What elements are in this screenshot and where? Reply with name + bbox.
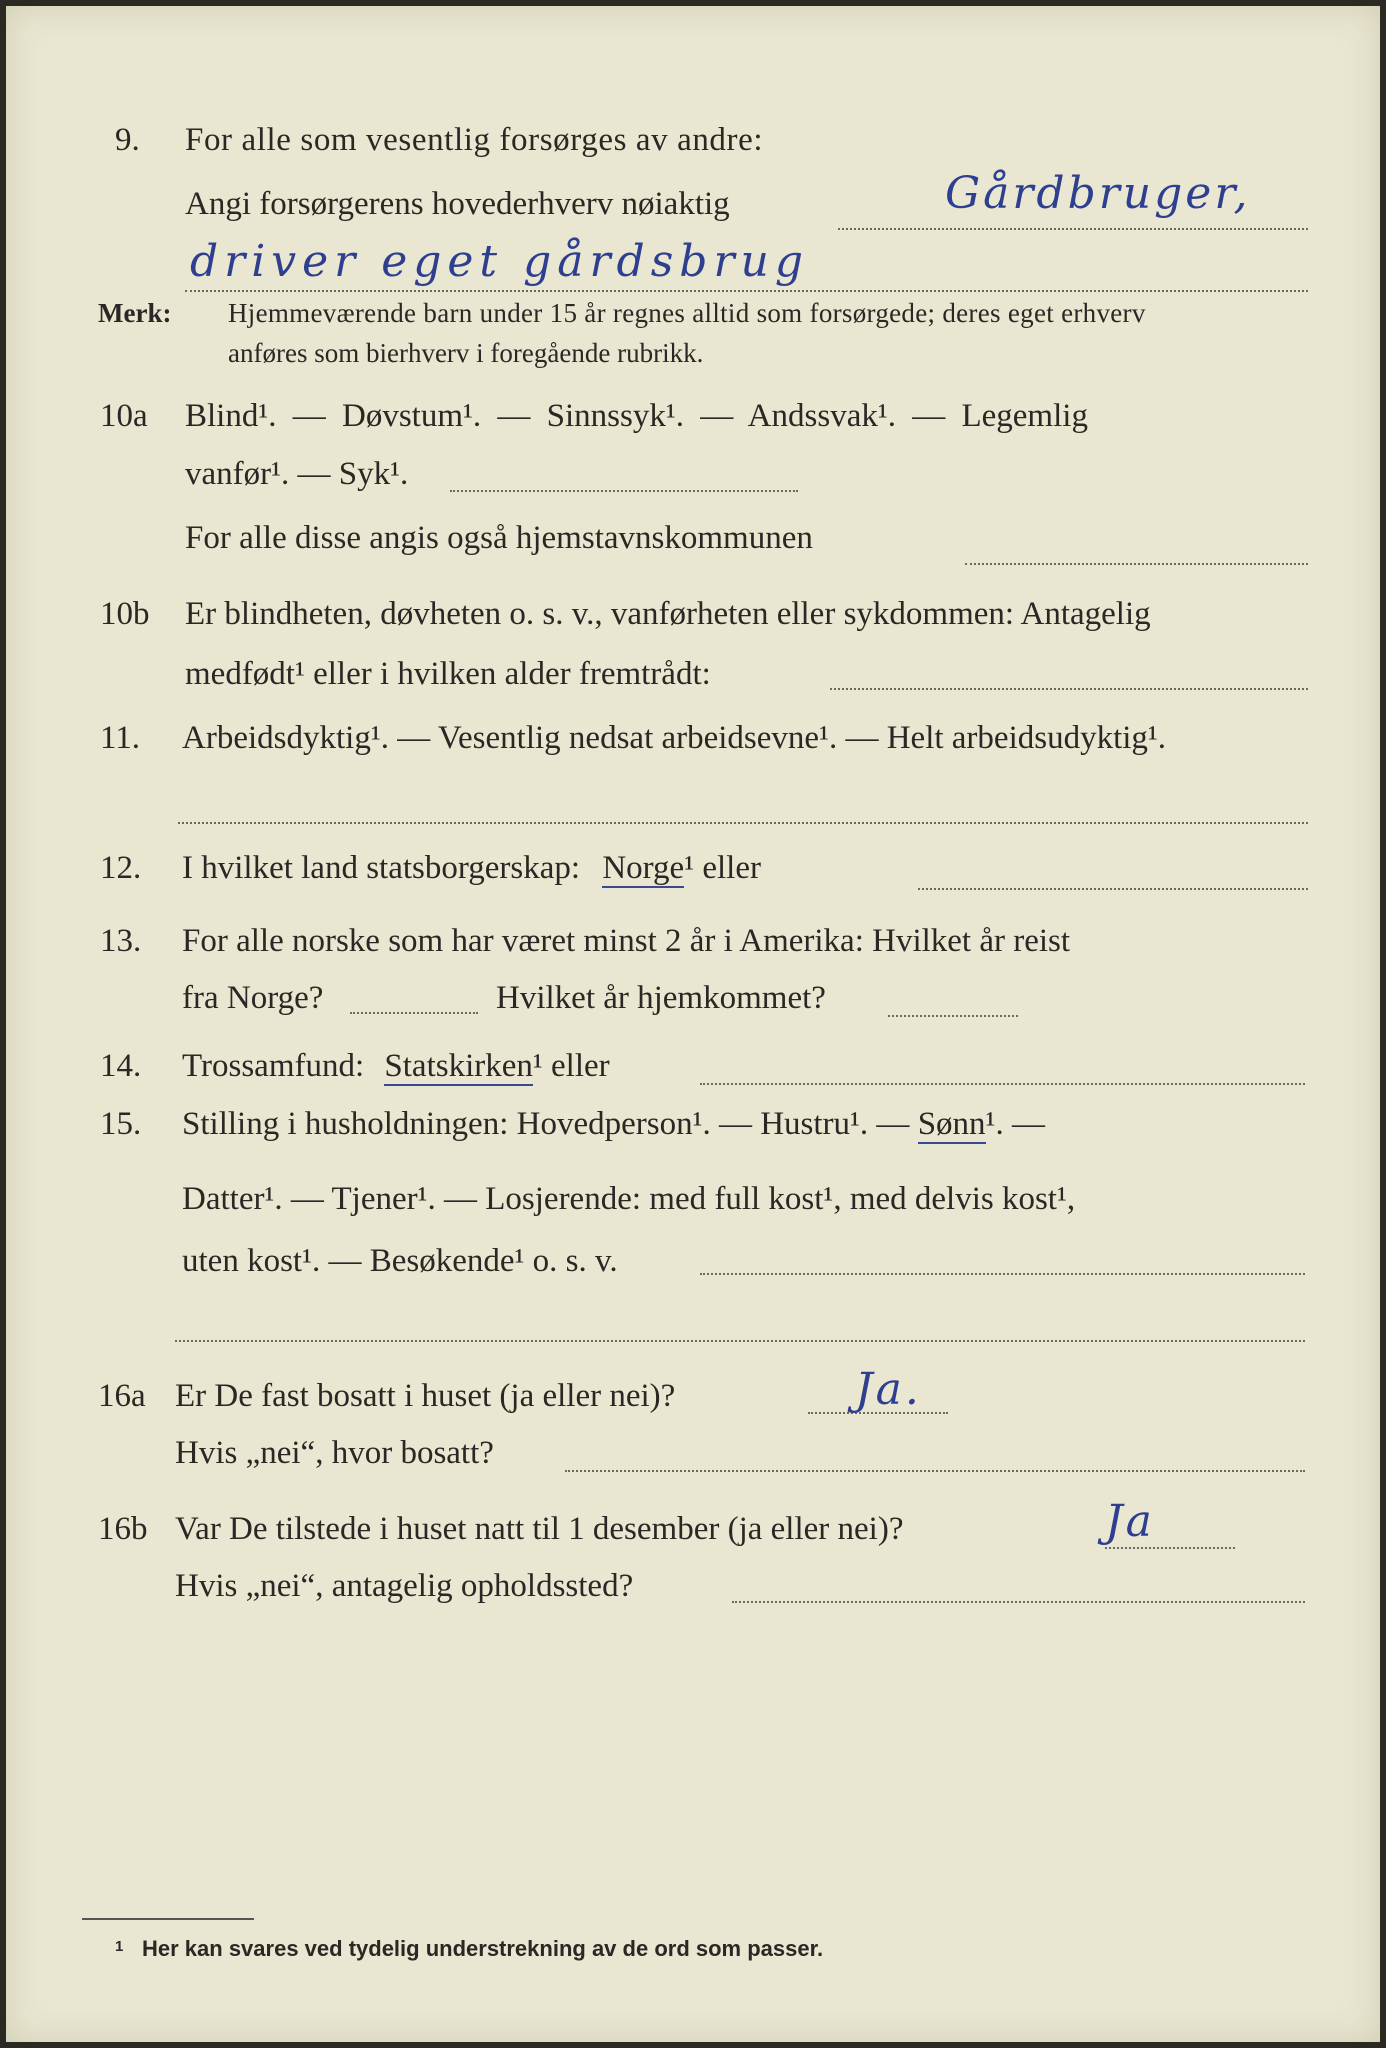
q16a-handwritten-answer: Ja. <box>855 1364 922 1415</box>
q10a-syk-line <box>450 490 798 492</box>
q14-prefix: Trossamfund: <box>182 1048 365 1084</box>
q16b-answer-line <box>1105 1547 1235 1549</box>
q10b-answer-line <box>830 688 1308 690</box>
footnote-text: Her kan svares ved tydelig understrekning av de ord som passer. <box>142 1936 824 1961</box>
q9-handwritten-answer2: driver eget gårdsbrug <box>190 236 809 287</box>
q13-line1: For alle norske som har været minst 2 år i Amerika: Hvilket år reist <box>182 923 1071 959</box>
q11-answer-line <box>178 822 1308 824</box>
q15-line3: uten kost¹. — Besøkende¹ o. s. v. <box>182 1243 618 1279</box>
q15-line2: Datter¹. — Tjener¹. — Losjerende: med full kost¹, med delvis kost¹, <box>182 1181 1076 1217</box>
q16b-line1: Var De tilstede i huset natt til 1 desember (ja eller nei)? <box>175 1511 904 1547</box>
q14-underlined-statskirken: Statskirken <box>384 1048 533 1084</box>
q16b-handwritten-answer: Ja <box>1105 1496 1155 1547</box>
q15-line1a: Stilling i husholdningen: Hovedperson¹. — Hustru¹. — <box>182 1106 910 1142</box>
q16b-number: 16b <box>98 1511 148 1547</box>
q11-number: 11. <box>100 720 141 756</box>
q9-number: 9. <box>115 122 140 158</box>
q15-line1c: ¹. — <box>985 1106 1045 1142</box>
q13-reist-line <box>350 1012 478 1014</box>
q16a-line1: Er De fast bosatt i huset (ja eller nei)? <box>175 1378 676 1414</box>
q13-line2b: Hvilket år hjemkommet? <box>496 980 826 1016</box>
q10b-number: 10b <box>100 596 150 632</box>
q10b-line1: Er blindheten, døvheten o. s. v., vanførheten eller sykdommen: Antagelig <box>185 596 1151 632</box>
footnote-rule <box>82 1918 254 1920</box>
merk-line1: Hjemmeværende barn under 15 år regnes alltid som forsørgede; deres eget erhverv <box>228 298 1146 328</box>
q15-answer-line <box>700 1273 1305 1275</box>
q16a-bosatt-line <box>565 1470 1305 1472</box>
q12-underlined-norge: Norge <box>602 850 685 886</box>
q15-line1 <box>182 1108 1045 1141</box>
q9-answer-line2 <box>185 290 1308 292</box>
q16a-number: 16a <box>98 1378 146 1414</box>
q13-hjemkommet-line <box>888 1015 1018 1017</box>
merk-label: Merk: <box>98 298 172 328</box>
q14-text <box>182 1050 610 1083</box>
q10a-line2: vanfør¹. — Syk¹. <box>185 456 409 492</box>
q9-handwritten-answer1: Gårdbruger, <box>945 168 1251 219</box>
q14-answer-line <box>700 1083 1305 1085</box>
q12-number: 12. <box>100 850 142 886</box>
q9-line1: For alle som vesentlig forsørges av andre: <box>185 122 764 158</box>
q12-answer-line <box>918 888 1308 890</box>
q12-prefix: I hvilket land statsborgerskap: <box>182 850 581 886</box>
q14-number: 14. <box>100 1048 142 1084</box>
q16b-line2: Hvis „nei“, antagelig opholdssted? <box>175 1568 634 1604</box>
q10a-line3: For alle disse angis også hjemstavnskommunen <box>185 520 813 556</box>
q16b-opholdssted-line <box>732 1601 1305 1603</box>
q10b-line2: medfødt¹ eller i hvilken alder fremtrådt: <box>185 656 711 692</box>
q16a-line2: Hvis „nei“, hvor bosatt? <box>175 1435 494 1471</box>
q15-underlined-sonn: Sønn <box>917 1106 986 1142</box>
q12-text <box>182 852 761 885</box>
footnote-mark: 1 <box>115 1938 124 1955</box>
q12-suffix: ¹ eller <box>684 850 761 886</box>
q9-line2: Angi forsørgerens hovederhverv nøiaktig <box>185 186 730 222</box>
q13-number: 13. <box>100 923 142 959</box>
q10a-kommune-line <box>965 563 1308 565</box>
q15-number: 15. <box>100 1106 142 1142</box>
q11-line1: Arbeidsdyktig¹. — Vesentlig nedsat arbeidsevne¹. — Helt arbeidsudyktig¹. <box>182 720 1167 756</box>
q9-answer-line <box>838 228 1308 230</box>
q10a-line1: Blind¹. — Døvstum¹. — Sinnssyk¹. — Andssvak¹. — Legemlig <box>185 398 1088 434</box>
q10a-number: 10a <box>100 398 148 434</box>
q15-answer-line2 <box>175 1340 1305 1342</box>
q13-line2a: fra Norge? <box>182 980 324 1016</box>
merk-line2: anføres som bierhverv i foregående rubrikk. <box>228 338 704 368</box>
q14-suffix: ¹ eller <box>532 1048 610 1084</box>
